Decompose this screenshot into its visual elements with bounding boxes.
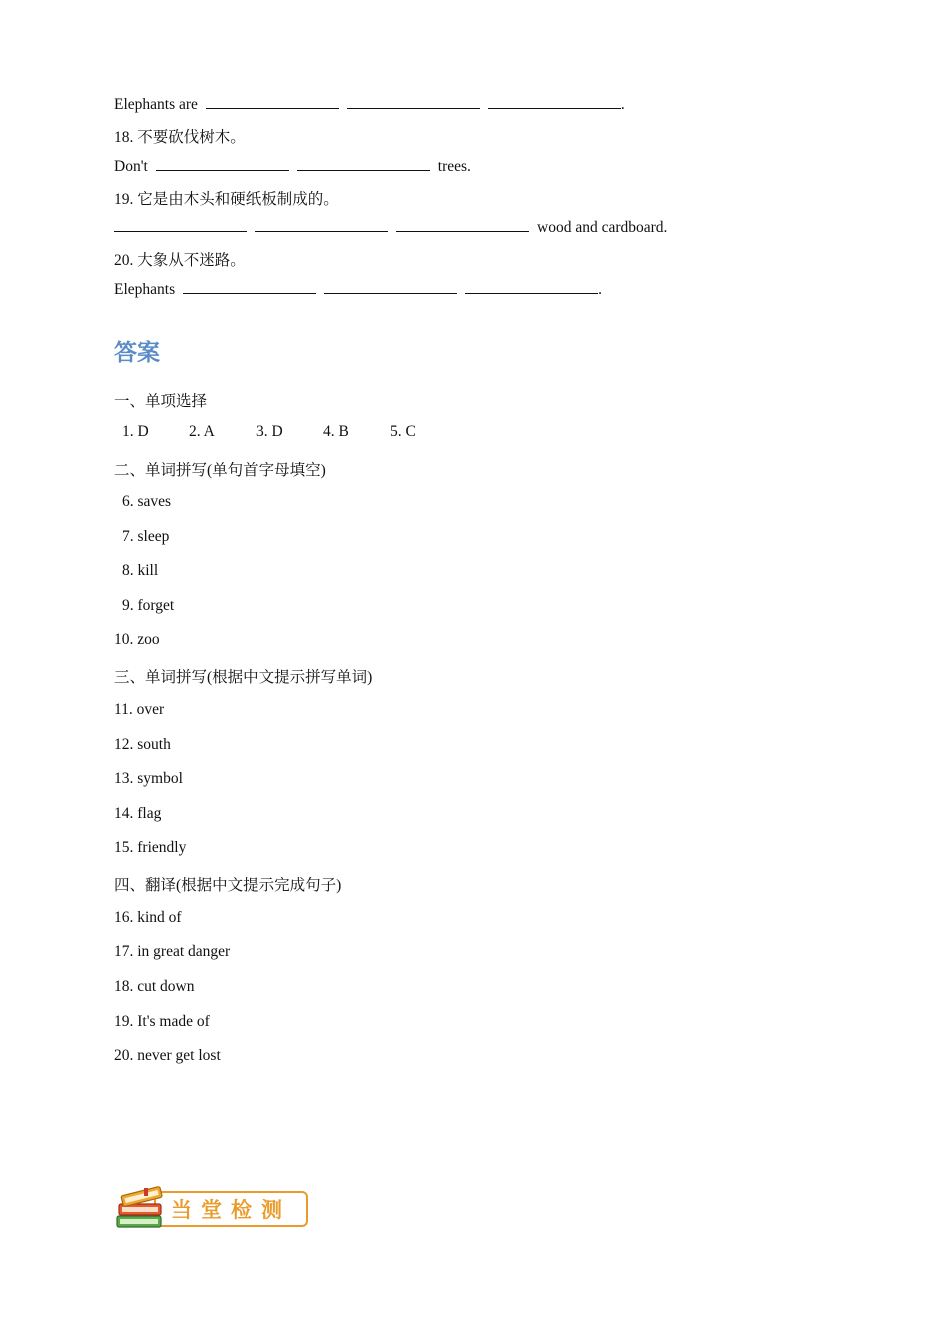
answers-heading: 答案 — [114, 340, 160, 366]
q20-chinese: 20. 大象从不迷路。 — [114, 252, 246, 269]
answer-item: 20. never get lost — [114, 1047, 221, 1064]
answer-item: 13. symbol — [114, 770, 183, 787]
q20-english-line — [114, 279, 602, 299]
section-3-title: 三、单词拼写(根据中文提示拼写单词) — [114, 669, 373, 686]
q17-english-line — [114, 94, 625, 114]
answer-item: 14. flag — [114, 805, 162, 822]
answer-blank[interactable] — [396, 217, 529, 232]
q20-suffix: . — [598, 281, 602, 298]
answer-item: 7. sleep — [122, 528, 170, 545]
q19-suffix: wood and cardboard. — [537, 219, 668, 236]
answer-blank[interactable] — [297, 156, 430, 171]
q17-suffix: . — [620, 96, 625, 113]
q19-english-line — [114, 217, 667, 237]
section-badge — [114, 1186, 310, 1234]
badge-label: 当堂检测 — [154, 1191, 308, 1227]
answer-blank[interactable] — [255, 217, 388, 232]
answer-blank[interactable] — [324, 279, 457, 294]
answer-item: 8. kill — [122, 562, 159, 579]
answer-item: 10. zoo — [114, 631, 160, 648]
q18-english-line — [114, 156, 471, 176]
answer-item: 18. cut down — [114, 978, 195, 995]
section-1-title: 一、单项选择 — [114, 393, 208, 410]
q20-prefix: Elephants — [114, 281, 176, 298]
mc-answer: 5. C — [390, 423, 416, 440]
mc-answer: 1. D — [122, 423, 149, 440]
answer-blank[interactable] — [156, 156, 289, 171]
answer-item: 11. over — [114, 701, 165, 718]
answer-item: 17. in great danger — [114, 943, 231, 960]
answer-item: 15. friendly — [114, 839, 187, 856]
q18-prefix: Don't — [114, 158, 148, 175]
answer-item: 9. forget — [122, 597, 175, 614]
answer-item: 19. It's made of — [114, 1013, 210, 1030]
mc-answer: 3. D — [256, 423, 283, 440]
answer-blank[interactable] — [206, 94, 339, 109]
answer-blank[interactable] — [465, 279, 598, 294]
answer-blank[interactable] — [488, 94, 621, 109]
q18-chinese: 18. 不要砍伐树木。 — [114, 129, 246, 146]
answer-item: 12. south — [114, 736, 171, 753]
answer-item: 6. saves — [122, 493, 172, 510]
answer-blank[interactable] — [114, 217, 247, 232]
mc-answer: 2. A — [189, 423, 215, 440]
answer-item: 16. kind of — [114, 909, 182, 926]
multiple-choice-answers — [122, 423, 457, 441]
q18-suffix: trees. — [437, 158, 471, 175]
books-icon — [114, 1186, 170, 1234]
mc-answer: 4. B — [323, 423, 349, 440]
section-4-title: 四、翻译(根据中文提示完成句子) — [114, 877, 342, 894]
answer-blank[interactable] — [347, 94, 480, 109]
section-2-title: 二、单词拼写(单句首字母填空) — [114, 462, 326, 479]
q17-prefix: Elephants are — [114, 96, 198, 113]
answer-blank[interactable] — [183, 279, 316, 294]
q19-chinese: 19. 它是由木头和硬纸板制成的。 — [114, 191, 339, 208]
